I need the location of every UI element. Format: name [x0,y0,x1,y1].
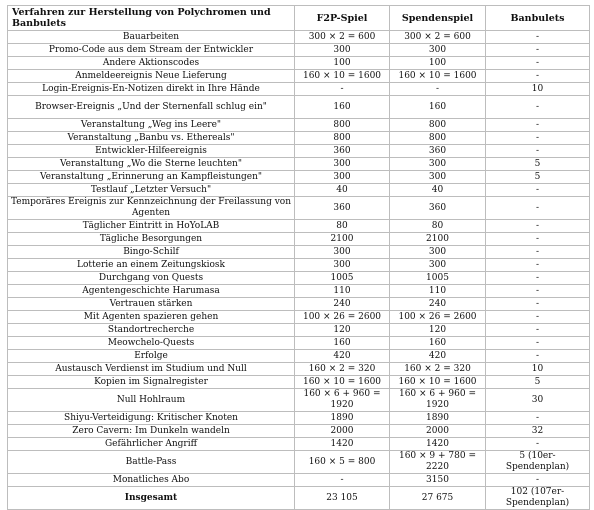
f2p-cell: 80 [295,220,390,233]
spender-cell: 240 [390,298,486,311]
header-method: Verfahren zur Herstellung von Polychromen und Banbulets [8,6,295,31]
f2p-cell: 160 × 6 + 960 = 1920 [295,389,390,412]
spender-cell: - [390,83,486,96]
table-row [8,31,590,44]
banbulets-cell: 5 [486,158,590,171]
spender-cell: 160 × 6 + 960 = 1920 [390,389,486,412]
table-row [8,70,590,83]
table-row [8,298,590,311]
method-cell: Temporäres Ereignis zur Kennzeichnung der Freilassung von Agenten [8,197,295,220]
table-row [8,412,590,425]
method-cell: Bauarbeiten [8,31,295,44]
f2p-cell: 300 [295,44,390,57]
method-cell: Testlauf „Letzter Versuch" [8,184,295,197]
banbulets-cell: - [486,233,590,246]
f2p-cell: 120 [295,324,390,337]
table-row [8,184,590,197]
banbulets-cell: - [486,438,590,451]
table-row [8,389,590,412]
spender-cell: 120 [390,324,486,337]
f2p-cell: 160 × 10 = 1600 [295,70,390,83]
table-row [8,337,590,350]
f2p-cell: 40 [295,184,390,197]
f2p-cell: 300 [295,158,390,171]
banbulets-cell: - [486,246,590,259]
total-banbulets: 102 (107er-Spendenplan) [486,487,590,510]
f2p-cell: 1890 [295,412,390,425]
banbulets-cell: 5 (10er-Spendenplan) [486,451,590,474]
banbulets-cell: - [486,70,590,83]
f2p-cell: 110 [295,285,390,298]
spender-cell: 110 [390,285,486,298]
spender-cell: 2000 [390,425,486,438]
spender-cell: 160 [390,96,486,119]
f2p-cell: - [295,83,390,96]
spender-cell: 3150 [390,474,486,487]
f2p-cell: 160 [295,96,390,119]
f2p-cell: 2100 [295,233,390,246]
table-row [8,119,590,132]
spender-cell: 100 [390,57,486,70]
banbulets-cell: - [486,145,590,158]
f2p-cell: - [295,474,390,487]
method-cell: Battle-Pass [8,451,295,474]
method-cell: Erfolge [8,350,295,363]
table-row [8,246,590,259]
f2p-cell: 360 [295,197,390,220]
spender-cell: 160 × 2 = 320 [390,363,486,376]
spender-cell: 2100 [390,233,486,246]
method-cell: Meowchelo-Quests [8,337,295,350]
table-row [8,96,590,119]
method-cell: Shiyu-Verteidigung: Kritischer Knoten [8,412,295,425]
polychrome-sources-table [7,5,590,510]
spender-cell: 160 × 10 = 1600 [390,70,486,83]
table-row [8,425,590,438]
table-row [8,145,590,158]
spender-cell: 160 × 9 + 780 = 2220 [390,451,486,474]
f2p-cell: 300 [295,246,390,259]
spender-cell: 300 [390,171,486,184]
table-row [8,376,590,389]
method-cell: Tägliche Besorgungen [8,233,295,246]
spender-cell: 1890 [390,412,486,425]
method-cell: Promo-Code aus dem Stream der Entwickler [8,44,295,57]
method-cell: Null Hohlraum [8,389,295,412]
method-cell: Browser-Ereignis „Und der Sternenfall schlug ein" [8,96,295,119]
banbulets-cell: - [486,44,590,57]
banbulets-cell: - [486,132,590,145]
f2p-cell: 160 [295,337,390,350]
table-row [8,220,590,233]
banbulets-cell: - [486,220,590,233]
table-row [8,311,590,324]
banbulets-cell: 5 [486,171,590,184]
spender-cell: 420 [390,350,486,363]
spender-cell: 160 [390,337,486,350]
method-cell: Vertrauen stärken [8,298,295,311]
banbulets-cell: 30 [486,389,590,412]
table-row [8,44,590,57]
f2p-cell: 100 [295,57,390,70]
f2p-cell: 800 [295,132,390,145]
method-cell: Veranstaltung „Banbu vs. Ethereals" [8,132,295,145]
banbulets-cell: - [486,197,590,220]
table-row [8,324,590,337]
banbulets-cell: - [486,57,590,70]
spender-cell: 160 × 10 = 1600 [390,376,486,389]
spender-cell: 800 [390,132,486,145]
method-cell: Gefährlicher Angriff [8,438,295,451]
banbulets-cell: - [486,259,590,272]
table-row [8,272,590,285]
spender-cell: 100 × 26 = 2600 [390,311,486,324]
method-cell: Veranstaltung „Wo die Sterne leuchten" [8,158,295,171]
method-cell: Standortrecherche [8,324,295,337]
f2p-cell: 300 [295,259,390,272]
banbulets-cell: 10 [486,363,590,376]
spender-cell: 300 [390,44,486,57]
total-spender: 27 675 [390,487,486,510]
spender-cell: 80 [390,220,486,233]
spender-cell: 300 × 2 = 600 [390,31,486,44]
table-header-row [8,6,590,31]
method-cell: Andere Aktionscodes [8,57,295,70]
f2p-cell: 160 × 2 = 320 [295,363,390,376]
table-row [8,158,590,171]
banbulets-cell: - [486,412,590,425]
method-cell: Veranstaltung „Erinnerung an Kampfleistungen" [8,171,295,184]
table-row [8,57,590,70]
f2p-cell: 240 [295,298,390,311]
spender-cell: 300 [390,246,486,259]
method-cell: Täglicher Eintritt in HoYoLAB [8,220,295,233]
f2p-cell: 300 [295,171,390,184]
header-spender: Spendenspiel [390,6,486,31]
spender-cell: 1005 [390,272,486,285]
method-cell: Zero Cavern: Im Dunkeln wandeln [8,425,295,438]
f2p-cell: 420 [295,350,390,363]
spender-cell: 1420 [390,438,486,451]
table-row [8,233,590,246]
banbulets-cell: - [486,311,590,324]
banbulets-cell: - [486,96,590,119]
method-cell: Monatliches Abo [8,474,295,487]
banbulets-cell: - [486,272,590,285]
f2p-cell: 300 × 2 = 600 [295,31,390,44]
f2p-cell: 160 × 5 = 800 [295,451,390,474]
method-cell: Veranstaltung „Weg ins Leere" [8,119,295,132]
method-cell: Kopien im Signalregister [8,376,295,389]
total-row [8,487,590,510]
table-row [8,171,590,184]
table-row [8,451,590,474]
table-row [8,474,590,487]
method-cell: Mit Agenten spazieren gehen [8,311,295,324]
method-cell: Durchgang von Quests [8,272,295,285]
banbulets-cell: - [486,184,590,197]
spender-cell: 300 [390,259,486,272]
banbulets-cell: 5 [486,376,590,389]
banbulets-cell: - [486,474,590,487]
spender-cell: 360 [390,145,486,158]
method-cell: Austausch Verdienst im Studium und Null [8,363,295,376]
table-row [8,438,590,451]
header-f2p: F2P-Spiel [295,6,390,31]
table-row [8,197,590,220]
table-row [8,259,590,272]
method-cell: Lotterie an einem Zeitungskiosk [8,259,295,272]
table-row [8,285,590,298]
method-cell: Bingo-Schilf [8,246,295,259]
f2p-cell: 160 × 10 = 1600 [295,376,390,389]
spender-cell: 800 [390,119,486,132]
spender-cell: 300 [390,158,486,171]
banbulets-cell: - [486,119,590,132]
f2p-cell: 360 [295,145,390,158]
spender-cell: 40 [390,184,486,197]
total-label: Insgesamt [8,487,295,510]
table-row [8,83,590,96]
banbulets-cell: - [486,350,590,363]
table-body [8,31,590,487]
f2p-cell: 1420 [295,438,390,451]
table-row [8,132,590,145]
banbulets-cell: 32 [486,425,590,438]
method-cell: Entwickler-Hilfeereignis [8,145,295,158]
header-banbulets: Banbulets [486,6,590,31]
f2p-cell: 800 [295,119,390,132]
banbulets-cell: - [486,285,590,298]
banbulets-cell: - [486,324,590,337]
banbulets-cell: - [486,337,590,350]
banbulets-cell: - [486,31,590,44]
method-cell: Login-Ereignis-En-Notizen direkt in Ihre Hände [8,83,295,96]
table-container [7,5,590,510]
f2p-cell: 2000 [295,425,390,438]
banbulets-cell: - [486,298,590,311]
table-row [8,363,590,376]
table-row [8,350,590,363]
spender-cell: 360 [390,197,486,220]
method-cell: Agentengeschichte Harumasa [8,285,295,298]
f2p-cell: 100 × 26 = 2600 [295,311,390,324]
f2p-cell: 1005 [295,272,390,285]
total-f2p: 23 105 [295,487,390,510]
banbulets-cell: 10 [486,83,590,96]
method-cell: Anmeldeereignis Neue Lieferung [8,70,295,83]
